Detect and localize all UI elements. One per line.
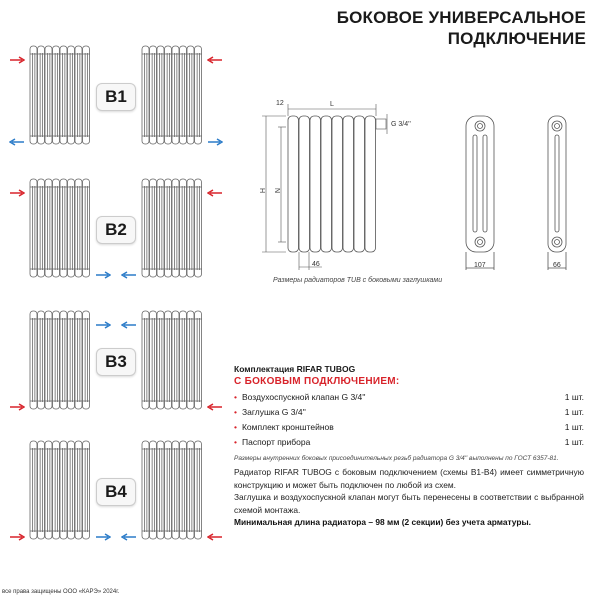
kit-item <box>234 407 584 417</box>
kit-item-qty: 1 шт. <box>564 422 584 432</box>
radiator-section <box>354 116 365 252</box>
bullet-icon: • <box>234 422 237 432</box>
copyright-footer: все права защищены ООО «КАРЭ» 2024г. <box>2 589 120 595</box>
dim-depth-3col: 107 <box>474 262 486 269</box>
side-view-2col <box>548 116 566 270</box>
description-p2: Заглушка и воздухоспускной клапан могут быть перенесены в соответствии с выбранной схемой монтажа. <box>234 492 584 515</box>
radiator-section <box>299 116 310 252</box>
radiator-icon <box>28 178 92 283</box>
kit-note: Размеры внутренних боковых присоединительных резьб радиатора G 3/4'' выполнены по ГОСТ 6357-81. <box>234 455 559 462</box>
bullet-icon: • <box>234 407 237 417</box>
supply-arrow-icon <box>9 184 25 192</box>
title-line-1: БОКОВОЕ УНИВЕРСАЛЬНОЕ <box>336 8 586 27</box>
return-arrow-icon <box>121 266 137 274</box>
dim-section-pitch: 46 <box>312 261 320 268</box>
title-line-2: ПОДКЛЮЧЕНИЕ <box>447 29 586 48</box>
supply-arrow-icon <box>207 51 223 59</box>
radiator-section <box>365 116 376 252</box>
supply-arrow-icon <box>207 528 223 536</box>
radiator-icon <box>28 45 92 150</box>
kit-item <box>234 392 584 402</box>
supply-arrow-icon <box>207 398 223 406</box>
min-length-note: Минимальная длина радиатора – 98 мм (2 секции) без учета арматуры. <box>234 517 531 527</box>
kit-heading: Комплектация RIFAR TUBOG <box>234 364 356 374</box>
return-arrow-icon <box>95 316 111 324</box>
return-arrow-icon <box>121 316 137 324</box>
kit-item-qty: 1 шт. <box>564 392 584 402</box>
scheme-label: B3 <box>96 348 136 376</box>
return-arrow-icon <box>9 133 25 141</box>
dim-axis-distance: N <box>273 188 280 194</box>
supply-arrow-icon <box>9 528 25 536</box>
dim-thread: G 3/4'' <box>391 121 411 128</box>
scheme-label: B2 <box>96 216 136 244</box>
scheme-label: B1 <box>96 83 136 111</box>
return-arrow-icon <box>95 266 111 274</box>
supply-arrow-icon <box>9 51 25 59</box>
scheme-b4 <box>0 440 230 550</box>
radiator-dimension-drawing <box>250 92 600 292</box>
radiator-icon <box>140 440 204 545</box>
radiator-section <box>332 116 343 252</box>
scheme-b3 <box>0 310 230 420</box>
kit-item-name: Воздухоспускной клапан G 3/4'' <box>241 392 366 402</box>
kit-item-name: Заглушка G 3/4'' <box>241 407 306 417</box>
radiator-section <box>288 116 299 252</box>
return-arrow-icon <box>121 528 137 536</box>
radiator-icon <box>140 310 204 415</box>
scheme-b2 <box>0 178 230 288</box>
description <box>234 466 584 529</box>
kit-item <box>234 437 584 447</box>
kit-item-qty: 1 шт. <box>564 407 584 417</box>
kit-subheading: С БОКОВЫМ ПОДКЛЮЧЕНИЕМ: <box>234 376 400 387</box>
radiator-icon <box>140 45 204 150</box>
kit-section <box>234 364 584 462</box>
dim-depth-2col: 66 <box>553 262 561 269</box>
kit-item-name: Паспорт прибора <box>241 437 311 447</box>
page-title <box>337 7 586 49</box>
scheme-b1 <box>0 45 230 155</box>
bullet-icon: • <box>234 437 237 447</box>
kit-item-name: Комплект кронштейнов <box>241 422 334 432</box>
drawing-caption: Размеры радиаторов TUB с боковыми заглушками <box>273 277 443 284</box>
supply-arrow-icon <box>207 184 223 192</box>
radiator-icon <box>140 178 204 283</box>
return-arrow-icon <box>207 133 223 141</box>
supply-arrow-icon <box>9 398 25 406</box>
dim-height: H <box>258 188 265 194</box>
kit-item-qty: 1 шт. <box>564 437 584 447</box>
description-p3 <box>234 516 584 529</box>
dim-top-offset: 12 <box>276 100 284 107</box>
return-arrow-icon <box>95 528 111 536</box>
bullet-icon: • <box>234 392 237 402</box>
radiator-section <box>321 116 332 252</box>
radiator-section <box>343 116 354 252</box>
scheme-label: B4 <box>96 478 136 506</box>
radiator-icon <box>28 440 92 545</box>
description-p1: Радиатор RIFAR TUBOG с боковым подключением (схемы B1-B4) имеет симметричную конструкцию и может быть подключен по любой из схем. <box>234 467 584 490</box>
kit-item <box>234 422 584 432</box>
dim-length: L <box>330 101 334 108</box>
side-view-3col <box>466 116 494 270</box>
radiator-section <box>310 116 321 252</box>
radiator-icon <box>28 310 92 415</box>
